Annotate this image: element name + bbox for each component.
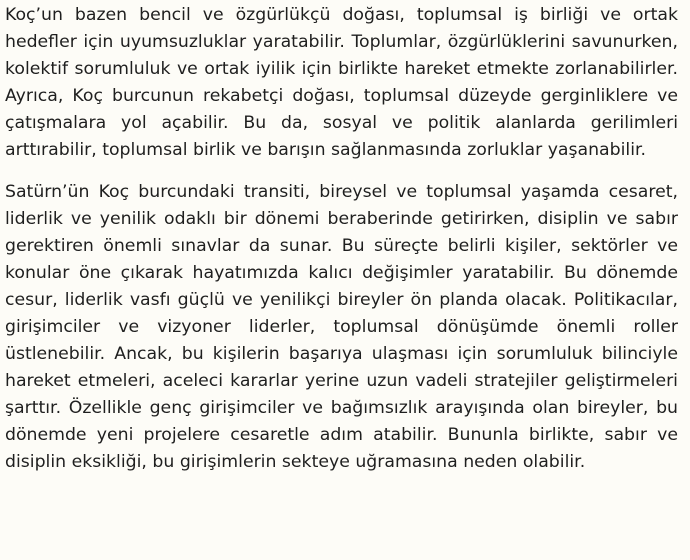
paragraph-saturn-transit: Satürn’ün Koç burcundaki transiti, bireysel ve toplumsal yaşamda cesaret, liderlik ve yenilik odaklı bir dönemi beraberinde getirirken, disiplin ve sabır gerektiren önemli sınavlar da sunar. Bu süreçte belirli kişiler, sektörler ve konular öne çıkarak hayatımızda kalıcı değişimler yaratabilir. Bu dönemde cesur, liderlik vasfı güçlü ve yenilikçi bireyler ön planda olacak. Politikacılar, girişimciler ve vizyoner liderler, toplumsal dönüşümde önemli roller üstlenebilir. Ancak, bu kişilerin başarıya ulaşması için sorumluluk bilinciyle hareket etmeleri, aceleci kararlar yerine uzun vadeli stratejiler geliştirmeleri şarttır. Özellikle genç girişimciler ve bağımsızlık arayışında olan bireyler, bu dönemde yeni projelere cesaretle adım atabilir. Bununla birlikte, sabır ve disiplin eksikliği, bu girişimlerin sekteye uğramasına neden olabilir. xyxy=(5,182,678,472)
paragraph-aries-society: Koç’un bazen bencil ve özgürlükçü doğası, toplumsal iş birliği ve ortak hedefler için uyumsuzluklar yaratabilir. Toplumlar, özgürlüklerini savunurken, kolektif sorumluluk ve ortak iyilik için birlikte hareket etmekte zorlanabilirler. Ayrıca, Koç burcunun rekabetçi doğası, toplumsal düzeyde gerginliklere ve çatışmalara yol açabilir. Bu da, sosyal ve politik alanlarda gerilimleri arttırabilir, toplumsal birlik ve barışın sağlanmasında zorluklar yaşanabilir. xyxy=(5,5,678,160)
